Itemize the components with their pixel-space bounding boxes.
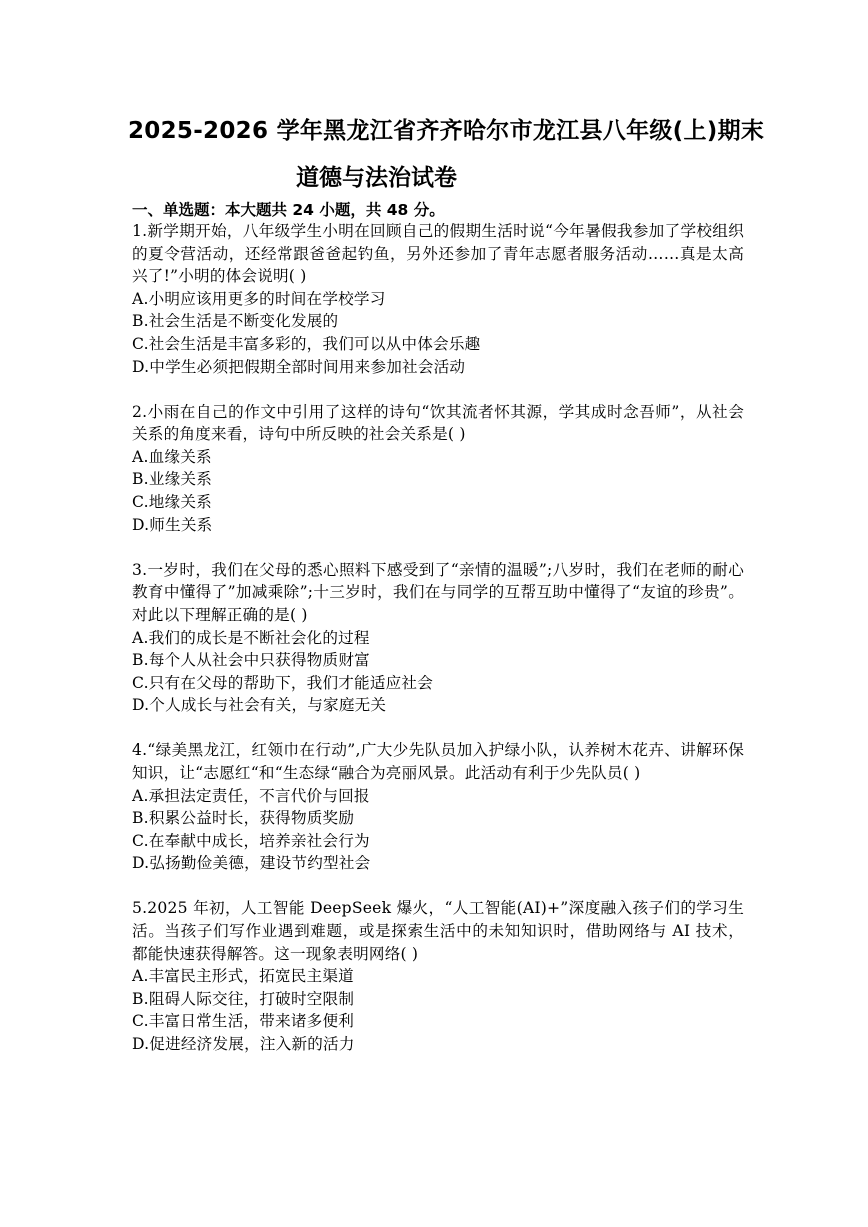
option-b: B.阻碍人际交往，打破时空限制 — [132, 989, 355, 1008]
question-stem: 4.“绿美黑龙江，红领巾在行动”,广大少先队员加入护绿小队，认养树木花卉、讲解环保知识，让“志愿红“和“生态绿“融合为亮丽风景。此活动有利于少先队员( ) — [132, 741, 744, 782]
question-list — [132, 220, 744, 1078]
option-a: A.血缘关系 — [132, 447, 212, 466]
exam-title-line1: 2025-2026 学年黑龙江省齐齐哈尔市龙江县八年级(上)期末 — [128, 118, 765, 144]
option-a: A.我们的成长是不断社会化的过程 — [132, 628, 370, 647]
question-5 — [132, 897, 744, 1055]
option-b: B.业缘关系 — [132, 470, 212, 489]
option-a: A.丰富民主形式，拓宽民主渠道 — [132, 967, 354, 986]
option-c: C.社会生活是丰富多彩的，我们可以从中体会乐趣 — [132, 334, 481, 353]
option-d: D.促进经济发展，注入新的活力 — [132, 1035, 355, 1053]
option-d: D.中学生必须把假期全部时间用来参加社会活动 — [132, 357, 466, 376]
option-c: C.地缘关系 — [132, 493, 212, 512]
option-c: C.只有在父母的帮助下，我们才能适应社会 — [132, 673, 434, 692]
option-c: C.丰富日常生活，带来诸多便利 — [132, 1012, 355, 1031]
option-b: B.积累公益时长，获得物质奖励 — [132, 809, 355, 828]
question-4 — [132, 739, 744, 875]
question-stem: 2.小雨在自己的作文中引用了这样的诗句“饮其流者怀其源，学其成时念吾师”，从社会关系的角度来看，诗句中所反映的社会关系是( ) — [132, 402, 744, 444]
option-d: D.弘扬勤俭美德，建设节约型社会 — [132, 854, 371, 873]
question-3 — [132, 559, 744, 717]
question-2 — [132, 401, 744, 537]
option-d: D.师生关系 — [132, 515, 213, 534]
question-stem: 3.一岁时，我们在父母的悉心照料下感受到了“亲情的温暖”;八岁时，我们在老师的耐心教育中懂得了”加减乘除”;十三岁时，我们在与同学的互帮互助中懂得了“友谊的珍贵”。对此以下理解正确的是( ) — [132, 560, 744, 624]
option-b: B.社会生活是不断变化发展的 — [132, 312, 339, 331]
question-stem: 5.2025 年初，人工智能 DeepSeek 爆火，“人工智能(AI)+”深度融入孩子们的学习生活。当孩子们写作业遇到难题，或是探索生活中的未知知识时，借助网络与 AI 技术，都能快速获得解答。这一现象表明网络( ) — [132, 899, 744, 963]
option-b: B.每个人从社会中只获得物质财富 — [132, 651, 370, 670]
option-d: D.个人成长与社会有关，与家庭无关 — [132, 696, 387, 715]
question-1 — [132, 220, 744, 378]
question-stem: 1.新学期开始，八年级学生小明在回顾自己的假期生活时说“今年暑假我参加了学校组织的夏令营活动，还经常跟爸爸起钓鱼，另外还参加了青年志愿者服务活动……真是太高兴了!”小明的体会说明( ) — [132, 222, 744, 286]
option-a: A.承担法定责任，不言代价与回报 — [132, 786, 370, 805]
option-c: C.在奉献中成长，培养亲社会行为 — [132, 831, 370, 850]
option-a: A.小明应该用更多的时间在学校学习 — [132, 289, 386, 308]
section-heading: 一、单选题：本大题共 24 小题，共 48 分。 — [132, 201, 445, 219]
exam-title-line2: 道德与法治试卷 — [296, 165, 457, 191]
